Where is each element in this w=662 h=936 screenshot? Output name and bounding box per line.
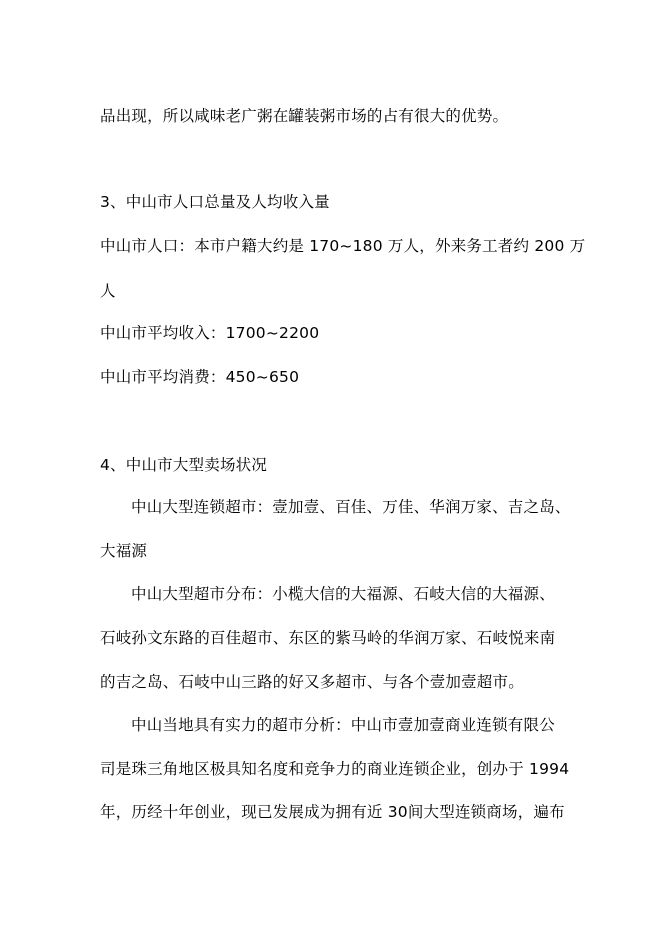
- paragraph-line: 中山市平均消费：450~650: [100, 368, 300, 386]
- paragraph-line: 石岐孙文东路的百佳超市、东区的紫马岭的华润万家、石岐悦来南: [100, 629, 556, 647]
- section-heading: 3、中山市人口总量及人均收入量: [100, 193, 330, 211]
- paragraph-line: 中山大型连锁超市：壹加壹、百佳、万佳、华润万家、吉之岛、: [131, 498, 571, 516]
- paragraph-line: 大福源: [100, 542, 148, 560]
- paragraph-line: 中山市人口：本市户籍大约是 170~180 万人，外来务工者约 200 万: [100, 237, 586, 255]
- paragraph-line: 人: [100, 282, 116, 300]
- paragraph-line: 年，历经十年创业，现已发展成为拥有近 30间大型连锁商场，遍布: [100, 803, 565, 821]
- paragraph-line: 中山当地具有实力的超市分析：中山市壹加壹商业连锁有限公: [131, 716, 555, 734]
- paragraph-line: 的吉之岛、石岐中山三路的好又多超市、与各个壹加壹超市。: [100, 673, 524, 691]
- paragraph-line: 中山大型超市分布：小榄大信的大福源、石岐大信的大福源、: [131, 585, 555, 603]
- section-heading: 4、中山市大型卖场状况: [100, 456, 268, 474]
- paragraph-line: 中山市平均收入：1700~2200: [100, 324, 320, 342]
- paragraph-line: 品出现，所以咸味老广粥在罐装粥市场的占有很大的优势。: [100, 107, 509, 125]
- paragraph-line: 司是珠三角地区极具知名度和竞争力的商业连锁企业，创办于 1994: [100, 760, 570, 778]
